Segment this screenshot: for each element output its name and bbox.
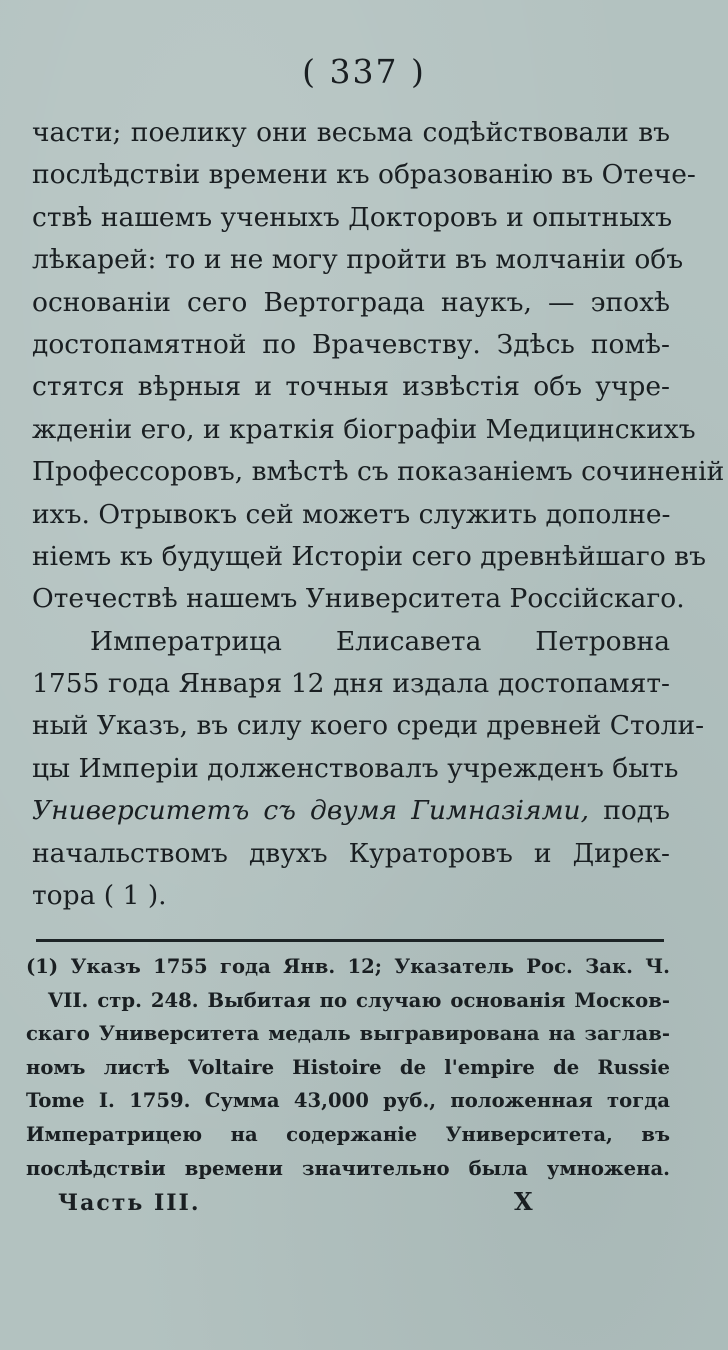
text-line: ніемъ къ будущей Исторіи сего древнѣйшаго въ (32, 540, 706, 572)
footnote-line: Императрицею на содержаніе Университета, въ (26, 1122, 670, 1146)
text-line: ный Указъ, въ силу коего среди древней Столи- (32, 710, 705, 742)
text-line: начальствомъ двухъ Кураторовъ и Дирек- (32, 837, 670, 869)
text-line: жденіи его, и краткія біографіи Медицинскихъ (32, 413, 696, 445)
text-line: ствѣ нашемъ ученыхъ Докторовъ и опытныхъ (32, 201, 673, 233)
text-fragment: подъ (603, 795, 670, 827)
main-text (32, 112, 725, 917)
sheet-mark: X (514, 1187, 533, 1216)
footnote-line: VII. стр. 248. Выбитая по случаю основанія Москов- (48, 988, 670, 1012)
signature-mark: Часть III. (58, 1190, 201, 1216)
footnote-divider (36, 939, 664, 942)
footnote-line: Tome I. 1759. Сумма 43,000 руб., положенная тогда (26, 1089, 670, 1113)
text-line: 1755 года Января 12 дня издала достопамят- (32, 668, 670, 700)
text-line: послѣдствіи времени къ образованію въ Отече- (32, 159, 696, 191)
footnote-line: послѣдствіи времени значительно была умножена. (26, 1156, 670, 1180)
text-line: достопамятной по Врачевству. Здѣсь помѣ- (32, 328, 670, 360)
paragraph-start-line: Императрица Елисавета Петровна (90, 625, 670, 657)
footnote (26, 950, 670, 1185)
text-line: лѣкарей: то и не могу пройти въ молчаніи объ (32, 244, 684, 276)
page-number: ( 337 ) (302, 52, 426, 91)
text-line: части; поелику они весьма содѣйствовали въ (32, 117, 670, 148)
text-line: Профессоровъ, вмѣстѣ съ показаніемъ сочиненій (32, 456, 725, 488)
footnote-line: скаго Университета медаль выгравирована на заглав- (26, 1022, 670, 1046)
italic-phrase: Университетъ съ двумя Гимназіями, (32, 795, 590, 827)
footnote-line: (1) Указъ 1755 года Янв. 12; Указатель Рос. Зак. Ч. (26, 955, 670, 978)
text-line: цы Имперіи долженствовалъ учрежденъ быть (32, 752, 679, 784)
text-line-with-italic (32, 790, 670, 832)
text-line: стятся вѣрныя и точныя извѣстія объ учре- (32, 371, 670, 403)
footnote-line: номъ листѣ Voltaire Histoire de l'empire de Russie (26, 1055, 670, 1079)
text-line: ихъ. Отрывокъ сей можетъ служить дополне- (32, 498, 671, 530)
text-line: тора ( 1 ). (32, 880, 167, 912)
text-line: Отечествѣ нашемъ Университета Россійскаго. (32, 583, 685, 615)
text-line: основаніи сего Вертограда наукъ, — эпохѣ (32, 286, 670, 318)
